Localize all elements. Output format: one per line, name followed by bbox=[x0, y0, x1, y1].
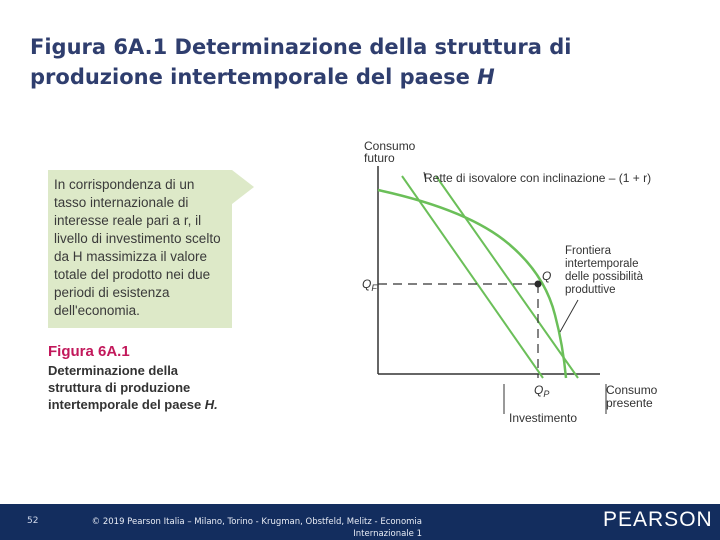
frontier-label-2: intertemporale bbox=[565, 258, 639, 270]
figure-caption-main: Determinazione della struttura di produzione intertemporale del paese bbox=[48, 363, 205, 412]
page-number: 52 bbox=[27, 516, 39, 526]
figure-caption-country: H. bbox=[204, 397, 218, 412]
isovalue-label: Rette di isovalore con inclinazione – (1 + r) bbox=[424, 171, 652, 185]
isovalue-line-1 bbox=[402, 176, 543, 378]
slide-title-main: Determinazione della struttura di produzione intertemporale del paese bbox=[30, 35, 572, 89]
x-axis-label-2: presente bbox=[606, 396, 653, 410]
copyright-notice: © 2019 Pearson Italia – Milano, Torino - Krugman, Obstfeld, Melitz - Economia Internazionale 1 bbox=[91, 517, 422, 539]
point-q bbox=[535, 281, 542, 288]
pearson-logo: PEARSON bbox=[603, 508, 713, 531]
frontier-label-3: delle possibilità bbox=[565, 271, 643, 283]
qp-subscript: P bbox=[543, 389, 550, 399]
qp-letter: Q bbox=[534, 383, 544, 397]
y-axis-label-2: futuro bbox=[364, 151, 395, 165]
isovalue-line-2 bbox=[436, 176, 578, 378]
investment-label: Investimento bbox=[509, 411, 578, 425]
y-axis-label-1: Consumo bbox=[364, 139, 416, 153]
slide-title-prefix: Figura 6A.1 bbox=[30, 35, 175, 59]
frontier-label-1: Frontiera bbox=[565, 245, 612, 257]
slide-title-country: H bbox=[477, 65, 495, 89]
qf-subscript: F bbox=[371, 283, 377, 293]
figure-label: Figura 6A.1 bbox=[48, 343, 130, 360]
callout-text: In corrispondenza di un tasso internazionale di interesse reale pari a r, il livello di investimento scelto da H massimizza il valore totale del prodotto nei due periodi di esistenza dell'economia. bbox=[54, 177, 221, 318]
frontier-label-4: produttive bbox=[565, 284, 616, 296]
point-q-label: Q bbox=[542, 269, 552, 283]
qf-letter: Q bbox=[362, 277, 372, 291]
qf-label bbox=[362, 277, 377, 293]
qp-label bbox=[534, 383, 549, 399]
x-axis-label-1: Consumo bbox=[606, 383, 658, 397]
frontier-label-pointer bbox=[560, 300, 578, 332]
